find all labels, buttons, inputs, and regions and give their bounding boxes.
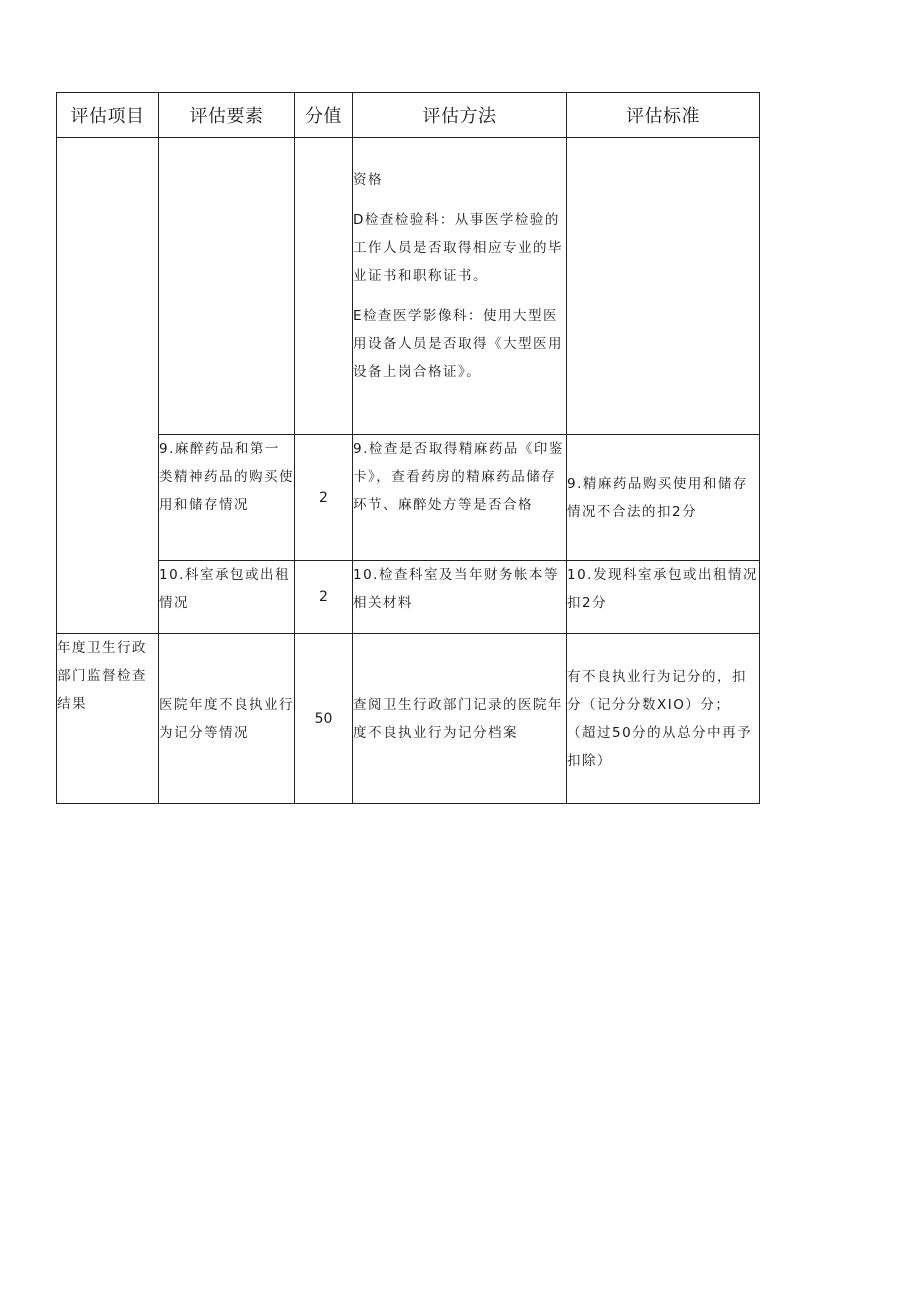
method-paragraph-lab: D检查检验科：从事医学检验的工作人员是否取得相应专业的毕业证书和职称证书。 (353, 212, 563, 284)
standard-cell (567, 634, 760, 804)
standard-cell (567, 435, 760, 561)
score-cell: 50 (295, 634, 353, 804)
method-text-narcotics: 9.检查是否取得精麻药品《印鉴卡》，查看药房的精麻药品储存环节、麻醉处方等是否合格 (353, 441, 564, 513)
header-evaluation-method: 评估方法 (353, 93, 567, 138)
standard-text-narcotics: 9.精麻药品购买使用和储存情况不合法的扣2分 (567, 475, 748, 520)
item-cell (57, 634, 159, 804)
header-evaluation-element: 评估要素 (159, 93, 295, 138)
score-cell-empty (295, 138, 353, 435)
item-text-supervision: 年度卫生行政部门监督检查结果 (57, 640, 147, 712)
element-cell (159, 634, 295, 804)
item-cell-continued (57, 138, 159, 634)
standard-text-contracting: 10.发现科室承包或出租情况扣2分 (567, 567, 758, 611)
method-paragraph-qualification: 资格 (353, 172, 383, 188)
evaluation-table (56, 92, 760, 804)
element-text-narcotics: 9.麻醉药品和第一类精神药品的购买使用和储存情况 (159, 441, 294, 513)
header-evaluation-standard: 评估标准 (567, 93, 760, 138)
method-text-supervision: 查阅卫生行政部门记录的医院年度不良执业行为记分档案 (353, 696, 563, 741)
method-cell (353, 634, 567, 804)
element-cell-empty (159, 138, 295, 435)
element-cell (159, 435, 295, 561)
element-text-contracting: 10.科室承包或出租情况 (159, 567, 290, 611)
standard-text-excess: （超过50分的从总分中再予扣除） (567, 724, 753, 769)
score-cell: 2 (295, 561, 353, 634)
method-text-contracting: 10.检查科室及当年财务帐本等相关材料 (353, 567, 559, 611)
header-evaluation-item: 评估项目 (57, 93, 159, 138)
header-score: 分值 (295, 93, 353, 138)
element-text-supervision: 医院年度不良执业行为记分等情况 (159, 696, 294, 741)
table-header-row (57, 93, 760, 138)
element-cell (159, 561, 295, 634)
standard-cell-empty (567, 138, 760, 435)
method-cell (353, 435, 567, 561)
method-paragraph-imaging: E检查医学影像科：使用大型医用设备人员是否取得《大型医用设备上岗合格证》。 (353, 308, 563, 380)
standard-text-deduction: 有不良执业行为记分的，扣分（记分分数XIO）分； (567, 668, 747, 713)
table-row (57, 138, 760, 435)
score-cell: 2 (295, 435, 353, 561)
table-row (57, 634, 760, 804)
table-row (57, 435, 760, 561)
standard-cell (567, 561, 760, 634)
table-row (57, 561, 760, 634)
method-cell (353, 138, 567, 435)
method-cell (353, 561, 567, 634)
